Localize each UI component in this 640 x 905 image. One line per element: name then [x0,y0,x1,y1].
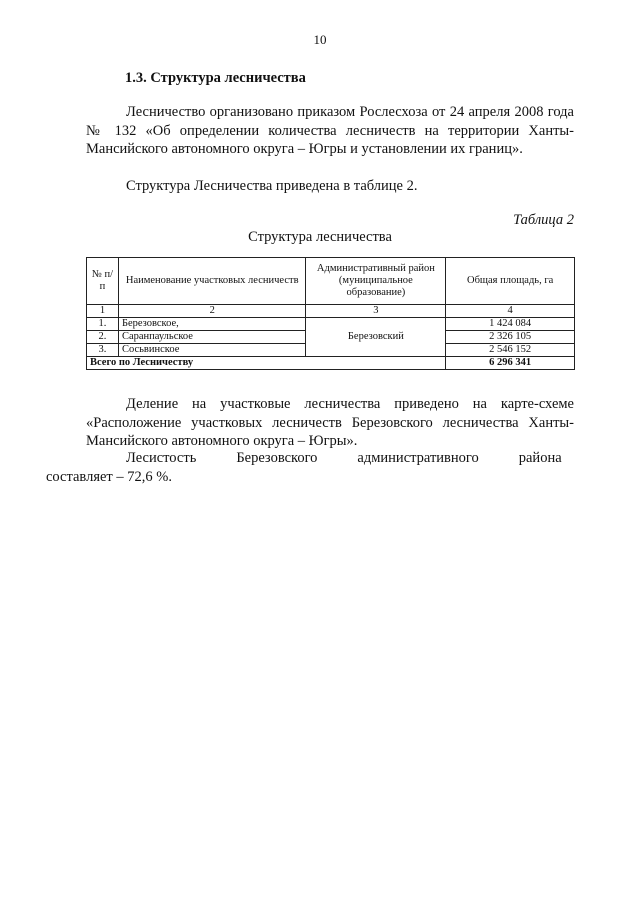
row-name: Саранпаульское [118,331,306,344]
table-label: Таблица 2 [513,212,574,228]
index-cell: 1 [87,305,119,318]
word: района [518,450,562,466]
row-area: 1 424 084 [446,318,575,331]
index-cell: 4 [446,305,575,318]
section-heading: 1.3. Структура лесничества [125,70,306,86]
paragraph-table-reference: Структура Лесничества приведена в таблице 2. [126,178,418,194]
word: административного [357,450,479,466]
paragraph-organization: Лесничество организовано приказом Рослесхоза от 24 апреля 2008 года № 132 «Об определении количества лесничеств на территории Ханты-Мансийского автономного округа – Югры и установлении их границ». [86,104,574,157]
forest-cover-ending: составляет – 72,6 %. [46,468,172,485]
row-area: 2 546 152 [446,344,575,357]
table-caption: Структура лесничества [248,229,392,245]
page-number: 10 [313,32,327,47]
index-cell: 3 [306,305,446,318]
forest-cover-first-line [86,449,562,468]
word: Лесистость [126,450,197,466]
row-name: Березовское, [118,318,306,331]
header-number: № п/п [87,258,119,305]
header-name: Наименование участковых лесничеств [118,258,306,305]
header-area: Общая площадь, га [446,258,575,305]
table-row [87,318,575,331]
row-number: 2. [87,331,119,344]
header-district: Административный район (муниципальное образование) [306,258,446,305]
paragraph-forest-cover [46,449,574,486]
row-number: 1. [87,318,119,331]
index-cell: 2 [118,305,306,318]
total-value: 6 296 341 [446,357,575,370]
word: Березовского [236,450,318,466]
paragraph-map-reference: Деление на участковые лесничества приведено на карте-схеме «Расположение участковых лесничеств Березовского лесничества Ханты-Мансийского автономного округа – Югры». [86,396,574,449]
district-cell: Березовский [306,318,446,357]
forestry-structure-table [86,257,575,370]
row-number: 3. [87,344,119,357]
table-index-row [87,305,575,318]
table-header-row [87,258,575,305]
row-area: 2 326 105 [446,331,575,344]
total-label: Всего по Лесничеству [87,357,446,370]
row-name: Сосьвинское [118,344,306,357]
table-total-row [87,357,575,370]
